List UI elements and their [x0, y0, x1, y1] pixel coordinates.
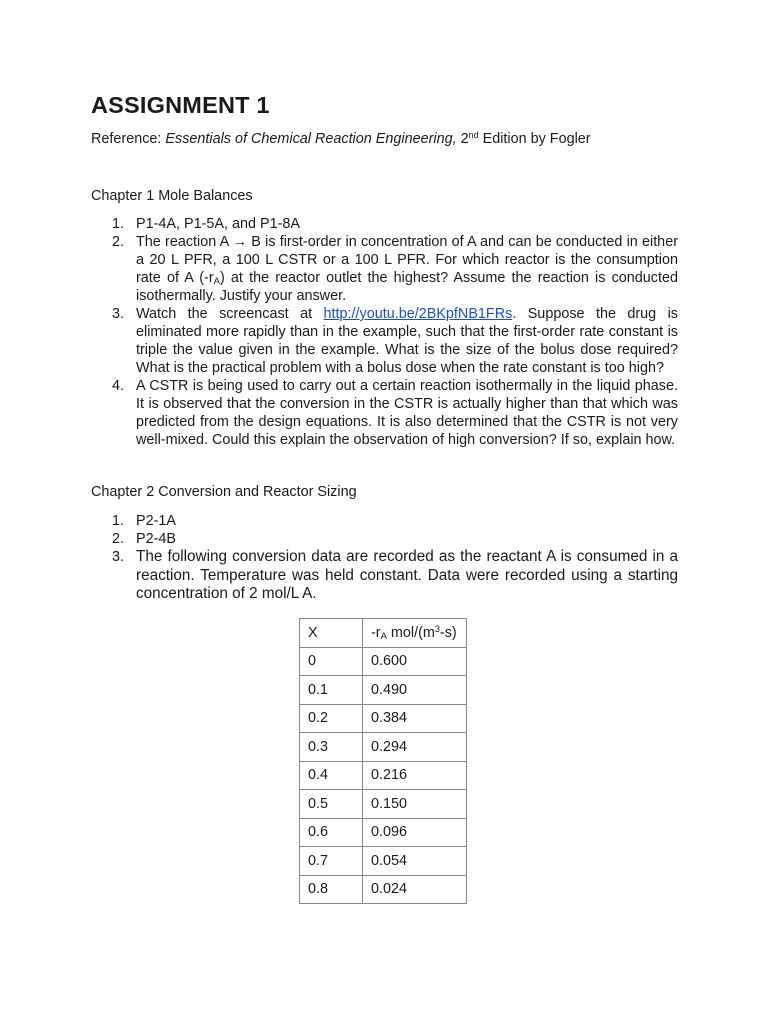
text-segment: . Suppose the drug is eliminated more rapidly than in the example, such that the first-order rate constant is triple the value given in the example. What is the size of the bolus dose required? What is the practical problem with a bolus dose when the rate constant is too high?	[136, 306, 678, 376]
cell-conversion: 0.8	[300, 875, 363, 904]
reference-edition-ordinal: nd	[468, 130, 479, 140]
reference-edition-number: 2	[456, 131, 469, 147]
subscript: A	[213, 276, 220, 287]
table-row	[300, 676, 467, 705]
header-cell-x: X	[300, 619, 363, 648]
cell-conversion: 0.5	[300, 790, 363, 819]
table-row	[300, 875, 467, 904]
table-row	[300, 733, 467, 762]
list-number: 1.	[112, 513, 125, 529]
cell-conversion: 0.3	[300, 733, 363, 762]
cell-rate: 0.216	[363, 761, 467, 790]
list-number: 3.	[112, 306, 125, 322]
header-cell-rate	[363, 619, 467, 648]
subscript: A	[380, 630, 387, 642]
list-item	[91, 530, 678, 548]
chapter-2-heading: Chapter 2 Conversion and Reactor Sizing	[91, 484, 357, 500]
table-body	[300, 619, 467, 904]
list-item-text: P2-1A	[136, 513, 176, 529]
list-item	[91, 377, 678, 449]
text-segment: Watch the screencast at	[136, 306, 324, 322]
table-header-row	[300, 619, 467, 648]
cell-conversion: 0.6	[300, 818, 363, 847]
list-number: 2.	[112, 531, 125, 547]
list-item-text: The following conversion data are recorded as the reactant A is consumed in a reaction. Temperature was held constant. Data were recorded using a starting concentration of 2 mol/L A.	[136, 548, 678, 602]
cell-conversion: 0.7	[300, 847, 363, 876]
reference-prefix: Reference:	[91, 131, 166, 147]
cell-conversion: 0.4	[300, 761, 363, 790]
text-segment: ) at the reactor outlet the highest? Assume the reaction is conducted isothermally. Justify your answer.	[136, 270, 679, 304]
list-number: 1.	[112, 216, 125, 232]
list-number: 2.	[112, 234, 125, 250]
cell-rate: 0.150	[363, 790, 467, 819]
text-segment: The reaction A → B is first-order in concentration of A and can be conducted in either a 20 L PFR, a 100 L CSTR or a 100 L PFR. For which reactor is the consumption rate of A (-r	[136, 234, 678, 286]
cell-rate: 0.096	[363, 818, 467, 847]
list-item	[91, 305, 678, 377]
list-item	[91, 548, 678, 604]
cell-conversion: 0	[300, 647, 363, 676]
list-item	[91, 233, 678, 305]
list-item-text	[136, 233, 678, 305]
chapter-1-problem-list	[91, 215, 678, 449]
list-number: 3.	[112, 549, 125, 565]
cell-rate: 0.024	[363, 875, 467, 904]
cell-rate: 0.384	[363, 704, 467, 733]
table-row	[300, 704, 467, 733]
table-row	[300, 818, 467, 847]
screencast-link[interactable]: http://youtu.be/2BKpfNB1FRs	[323, 306, 513, 322]
list-number: 4.	[112, 378, 125, 394]
text-segment: -s)	[439, 624, 457, 641]
cell-rate: 0.054	[363, 847, 467, 876]
table-row	[300, 847, 467, 876]
list-item	[91, 512, 678, 530]
reference-suffix: Edition by Fogler	[478, 131, 591, 147]
cell-conversion: 0.2	[300, 704, 363, 733]
list-item-text	[136, 305, 678, 377]
list-item-text: A CSTR is being used to carry out a certain reaction isothermally in the liquid phase. It is observed that the conversion in the CSTR is actually higher than that which was predicted from the design equations. It is also determined that the CSTR is not very well-mixed. Could this explain the observation of high conversion? If so, explain how.	[136, 378, 678, 448]
cell-conversion: 0.1	[300, 676, 363, 705]
reference-line	[91, 131, 591, 147]
table-row	[300, 790, 467, 819]
chapter-2-problem-list	[91, 512, 678, 604]
reference-book-title: Essentials of Chemical Reaction Engineering,	[165, 131, 457, 147]
list-item-text: P1-4A, P1-5A, and P1-8A	[136, 216, 300, 232]
list-item-text: P2-4B	[136, 531, 176, 547]
table-row	[300, 647, 467, 676]
list-item	[91, 215, 678, 233]
conversion-data-table	[299, 618, 467, 904]
table-row	[300, 761, 467, 790]
chapter-1-heading: Chapter 1 Mole Balances	[91, 188, 253, 204]
superscript: 3	[434, 623, 440, 634]
cell-rate: 0.490	[363, 676, 467, 705]
cell-rate: 0.600	[363, 647, 467, 676]
assignment-title: ASSIGNMENT 1	[91, 92, 270, 118]
text-segment: -r	[371, 624, 381, 641]
cell-rate: 0.294	[363, 733, 467, 762]
text-segment: mol/(m	[386, 624, 435, 641]
